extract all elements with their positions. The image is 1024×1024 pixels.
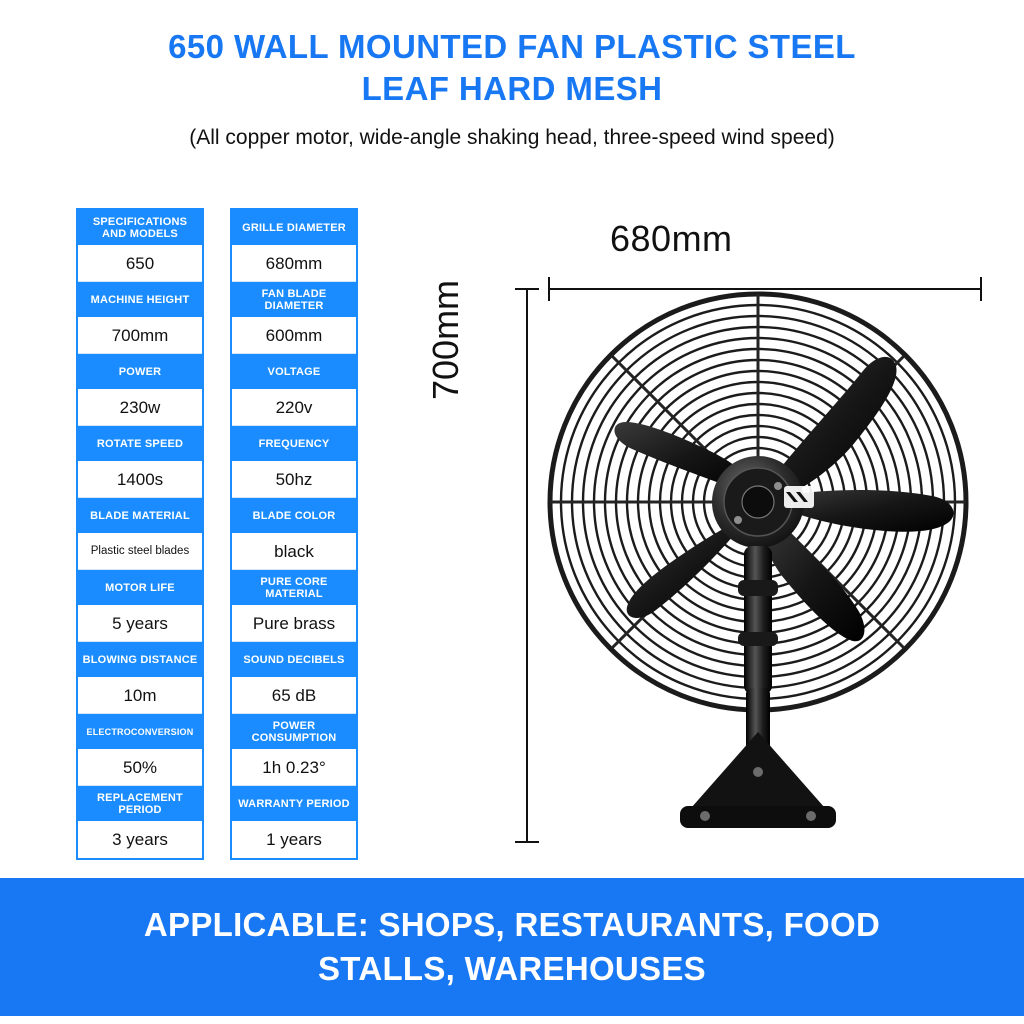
header [0,26,1024,154]
spec-label: FREQUENCY [232,426,356,462]
spec-value: black [232,534,356,570]
spec-value: 65 dB [232,678,356,714]
spec-value: 50hz [232,462,356,498]
wall-bracket [680,732,836,828]
spec-label: BLADE COLOR [232,498,356,534]
fan-neck [738,546,778,754]
spec-value: 650 [78,246,202,282]
height-dimension-line [526,288,528,843]
spec-label: WARRANTY PERIOD [232,786,356,822]
spec-value: 3 years [78,822,202,858]
spec-value: 1 years [232,822,356,858]
spec-value: 50% [78,750,202,786]
spec-label: MOTOR LIFE [78,570,202,606]
spec-value: 230w [78,390,202,426]
spec-value: 680mm [232,246,356,282]
spec-value: 600mm [232,318,356,354]
product-diagram [425,200,1010,880]
spec-label: BLOWING DISTANCE [78,642,202,678]
spec-label: POWER CONSUMPTION [232,714,356,750]
page-title: 650 WALL MOUNTED FAN PLASTIC STEEL LEAF HARD MESH [168,28,856,107]
spec-value: 1400s [78,462,202,498]
wall-fan-illustration [540,280,1000,860]
spec-value: 1h 0.23° [232,750,356,786]
spec-label: BLADE MATERIAL [78,498,202,534]
specification-tables [76,208,358,860]
footer-text: APPLICABLE: SHOPS, RESTAURANTS, FOOD STALLS, WAREHOUSES [143,906,881,987]
width-dimension-label: 680mm [610,218,733,259]
spec-label: ELECTROCONVERSION [78,714,202,750]
spec-label: VOLTAGE [232,354,356,390]
spec-value: 5 years [78,606,202,642]
spec-table-left [76,208,204,860]
spec-label: FAN BLADE DIAMETER [232,282,356,318]
spec-label: SPECIFICATIONS AND MODELS [78,210,202,246]
spec-label: ROTATE SPEED [78,426,202,462]
spec-table-right [230,208,358,860]
spec-label: MACHINE HEIGHT [78,282,202,318]
spec-label: GRILLE DIAMETER [232,210,356,246]
spec-value: Pure brass [232,606,356,642]
spec-value: 10m [78,678,202,714]
spec-label: PURE CORE MATERIAL [232,570,356,606]
spec-label: REPLACEMENT PERIOD [78,786,202,822]
spec-label: POWER [78,354,202,390]
spec-value: 700mm [78,318,202,354]
spec-value: 220v [232,390,356,426]
spec-label: SOUND DECIBELS [232,642,356,678]
height-dimension-label: 700mm [425,279,466,400]
page-subtitle: (All copper motor, wide-angle shaking head, three-speed wind speed) [189,126,835,149]
spec-value: Plastic steel blades [78,534,202,570]
footer-banner [0,878,1024,1016]
